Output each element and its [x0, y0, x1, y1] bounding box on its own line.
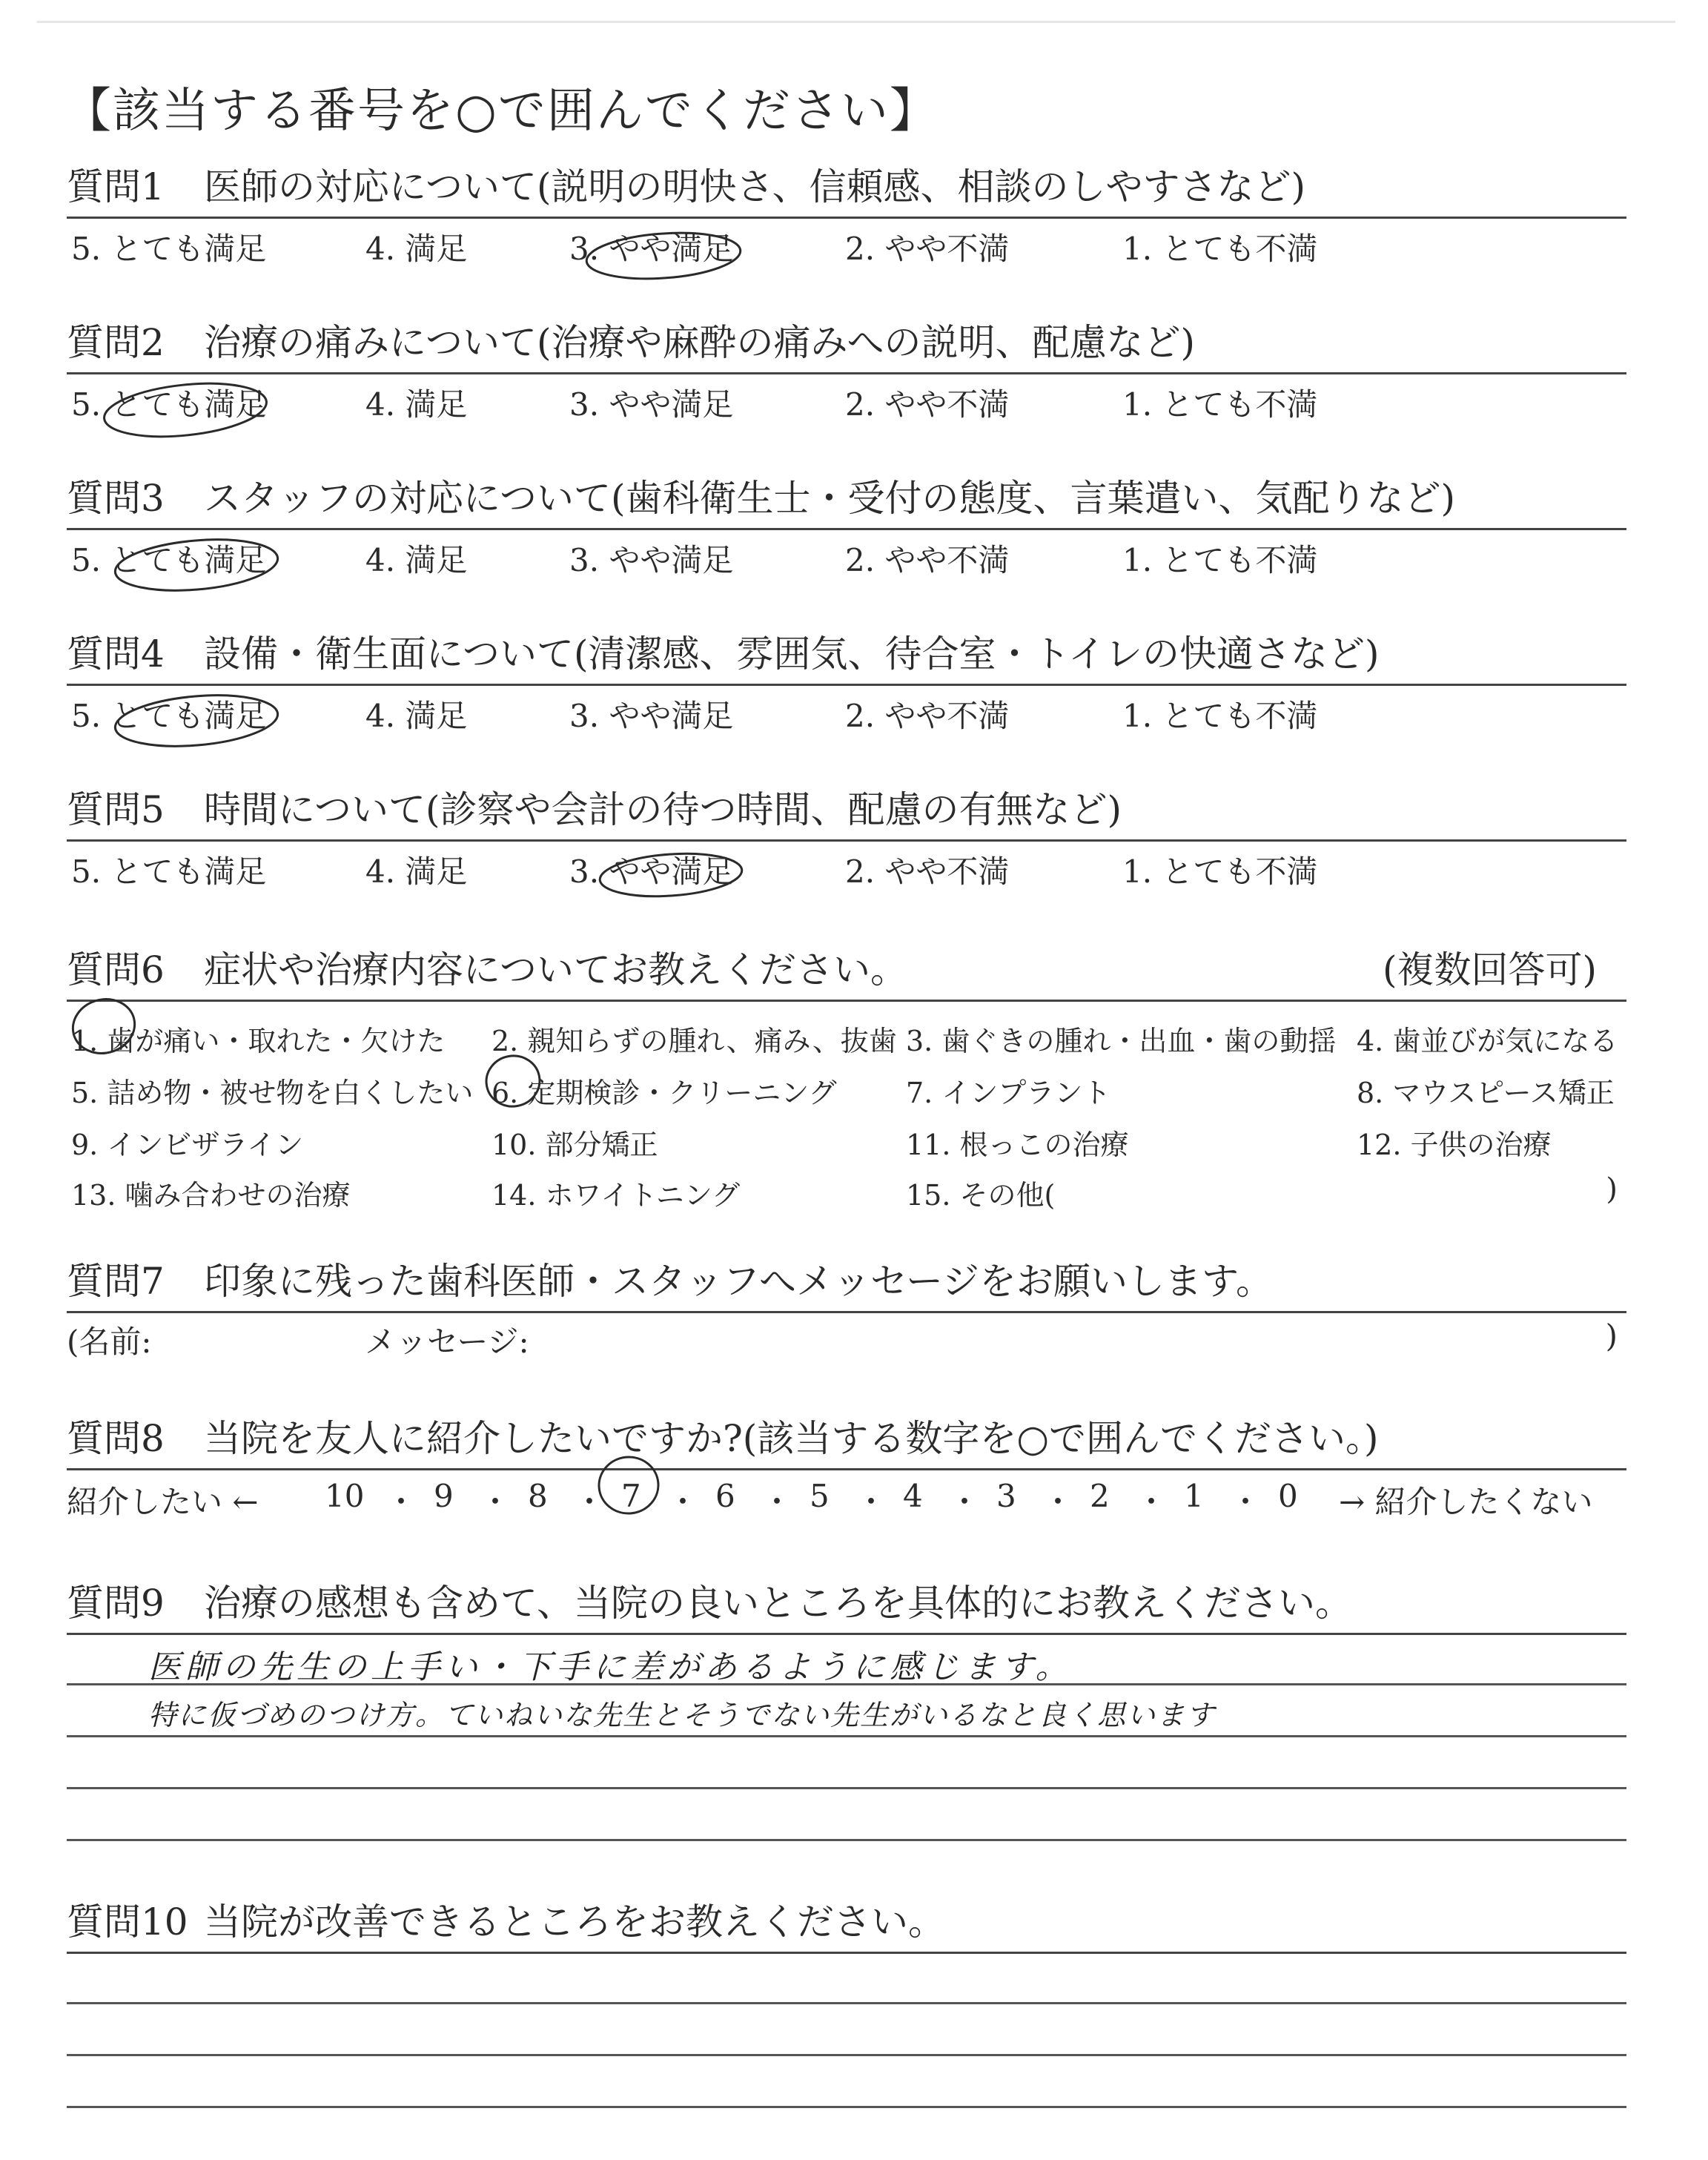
selection-circle: [597, 1455, 661, 1516]
option-1[interactable]: 1. とても不満: [1122, 542, 1318, 578]
question-number: 質問3: [67, 477, 165, 520]
option-3[interactable]: 3. 歯ぐきの腫れ・出血・歯の動揺: [906, 1025, 1337, 1057]
scale-2[interactable]: 2: [1090, 1478, 1110, 1514]
selection-circle: [598, 849, 743, 900]
question-text: スタッフの対応について(歯科衛生士・受付の態度、言葉遣い、気配りなど): [204, 477, 1456, 520]
scale-dot: ・: [761, 1484, 793, 1520]
multiple-answer-note: (複数回答可): [1382, 948, 1597, 991]
question-text: 当院を友人に紹介したいですか?(該当する数字を○で囲んでください。): [204, 1417, 1379, 1460]
option-4[interactable]: 4. 満足: [365, 698, 468, 734]
option-1[interactable]: 1. とても不満: [1122, 853, 1318, 890]
option-1[interactable]: 1. とても不満: [1122, 386, 1318, 423]
page-heading: 【該当する番号を○で囲んでください】: [64, 84, 939, 139]
scale-7[interactable]: 7: [621, 1478, 641, 1514]
option-2[interactable]: 2. やや不満: [845, 853, 1010, 890]
selection-circle: [67, 992, 141, 1060]
scale-3[interactable]: 3: [996, 1478, 1016, 1514]
question-text: 設備・衛生面について(清潔感、雰囲気、待合室・トイレの快適さなど): [204, 633, 1380, 676]
scale-dot: ・: [480, 1484, 512, 1520]
scale-dot: ・: [385, 1484, 417, 1520]
selection-circle: [113, 534, 280, 597]
option-2[interactable]: 2. 親知らずの腫れ、痛み、抜歯: [491, 1025, 897, 1057]
option-3[interactable]: 3. やや満足: [569, 386, 734, 423]
option-4[interactable]: 4. 歯並びが気になる: [1357, 1025, 1618, 1057]
question-text: 治療の痛みについて(治療や麻酔の痛みへの説明、配慮など): [204, 321, 1196, 364]
question-number: 質問2: [67, 321, 165, 364]
handwritten-answer-line-1: 医師の先生の上手い・下手に差があるように感じます。: [148, 1648, 1073, 1686]
option-13[interactable]: 13. 噛み合わせの治療: [71, 1179, 351, 1212]
option-5[interactable]: 5. とても満足: [71, 542, 267, 578]
question-number: 質問10: [67, 1900, 188, 1943]
option-1[interactable]: 1. とても不満: [1122, 698, 1318, 734]
selection-circle: [483, 1051, 544, 1110]
scale-dot: ・: [1042, 1484, 1074, 1520]
option-3[interactable]: 3. やや満足: [569, 698, 734, 734]
scale-dot: ・: [1230, 1484, 1262, 1520]
scale-dot: ・: [949, 1484, 981, 1520]
option-7[interactable]: 7. インプラント: [906, 1077, 1111, 1109]
scale-9[interactable]: 9: [434, 1478, 454, 1514]
option-4[interactable]: 4. 満足: [365, 542, 468, 578]
scale-0[interactable]: 0: [1278, 1478, 1298, 1514]
option-9[interactable]: 9. インビザライン: [71, 1129, 304, 1161]
close-paren: ): [1606, 1172, 1618, 1206]
option-4[interactable]: 4. 満足: [365, 853, 468, 890]
option-2[interactable]: 2. やや不満: [845, 386, 1010, 423]
scale-dot: ・: [667, 1484, 699, 1520]
option-8[interactable]: 8. マウスピース矯正: [1357, 1077, 1615, 1109]
question-text: 症状や治療内容についてお教えください。: [204, 948, 907, 991]
scale-dot: ・: [855, 1484, 887, 1520]
question-text: 時間について(診察や会計の待つ時間、配慮の有無など): [204, 788, 1122, 831]
scale-5[interactable]: 5: [810, 1478, 830, 1514]
option-3[interactable]: 3. やや満足: [569, 853, 734, 890]
scale-8[interactable]: 8: [528, 1478, 548, 1514]
option-6[interactable]: 6. 定期検診・クリーニング: [491, 1077, 837, 1109]
scale-right-label: → 紹介したくない: [1339, 1484, 1593, 1520]
option-4[interactable]: 4. 満足: [365, 386, 468, 423]
scale-left-label: 紹介したい ←: [67, 1484, 259, 1520]
option-1[interactable]: 1. とても不満: [1122, 231, 1318, 267]
question-text: 医師の対応について(説明の明快さ、信頼感、相談のしやすさなど): [204, 165, 1306, 208]
option-12[interactable]: 12. 子供の治療: [1357, 1129, 1552, 1161]
option-15[interactable]: 15. その他(: [906, 1179, 1056, 1212]
close-paren: ): [1605, 1318, 1618, 1354]
question-number: 質問9: [67, 1582, 165, 1625]
option-5[interactable]: 5. とても満足: [71, 698, 267, 734]
option-2[interactable]: 2. やや不満: [845, 542, 1010, 578]
option-5[interactable]: 5. 詰め物・被せ物を白くしたい: [71, 1077, 474, 1109]
option-10[interactable]: 10. 部分矯正: [491, 1129, 658, 1161]
question-number: 質問8: [67, 1417, 165, 1460]
scale-10[interactable]: 10: [325, 1478, 365, 1514]
question-number: 質問4: [67, 633, 165, 676]
name-label: (名前:: [67, 1324, 152, 1360]
option-1[interactable]: 1. 歯が痛い・取れた・欠けた: [71, 1025, 446, 1057]
scale-4[interactable]: 4: [903, 1478, 923, 1514]
option-5[interactable]: 5. とても満足: [71, 386, 267, 423]
scale-dot: ・: [574, 1484, 606, 1520]
option-5[interactable]: 5. とても満足: [71, 853, 267, 890]
question-number: 質問5: [67, 788, 165, 831]
selection-circle: [113, 690, 280, 753]
question-number: 質問7: [67, 1260, 165, 1303]
option-3[interactable]: 3. やや満足: [569, 542, 734, 578]
scale-1[interactable]: 1: [1184, 1478, 1204, 1514]
option-2[interactable]: 2. やや不満: [845, 231, 1010, 267]
option-14[interactable]: 14. ホワイトニング: [491, 1179, 741, 1212]
scale-dot: ・: [1136, 1484, 1168, 1520]
option-4[interactable]: 4. 満足: [365, 231, 468, 267]
question-text: 当院が改善できるところをお教えください。: [204, 1900, 945, 1943]
option-5[interactable]: 5. とても満足: [71, 231, 267, 267]
question-number: 質問1: [67, 165, 165, 208]
scale-6[interactable]: 6: [715, 1478, 735, 1514]
selection-circle: [585, 228, 742, 283]
question-text: 印象に残った歯科医師・スタッフへメッセージをお願いします。: [204, 1260, 1273, 1303]
option-11[interactable]: 11. 根っこの治療: [906, 1129, 1129, 1161]
question-number: 質問6: [67, 948, 165, 991]
selection-circle: [102, 377, 269, 444]
option-3[interactable]: 3. やや満足: [569, 231, 734, 267]
message-label[interactable]: メッセージ:: [365, 1324, 529, 1360]
option-2[interactable]: 2. やや不満: [845, 698, 1010, 734]
handwritten-answer-line-2: 特に仮づめのつけ方。ていねいな先生とそうでない先生がいるなと良く思います: [148, 1699, 1217, 1731]
question-text: 治療の感想も含めて、当院の良いところを具体的にお教えください。: [204, 1582, 1352, 1625]
